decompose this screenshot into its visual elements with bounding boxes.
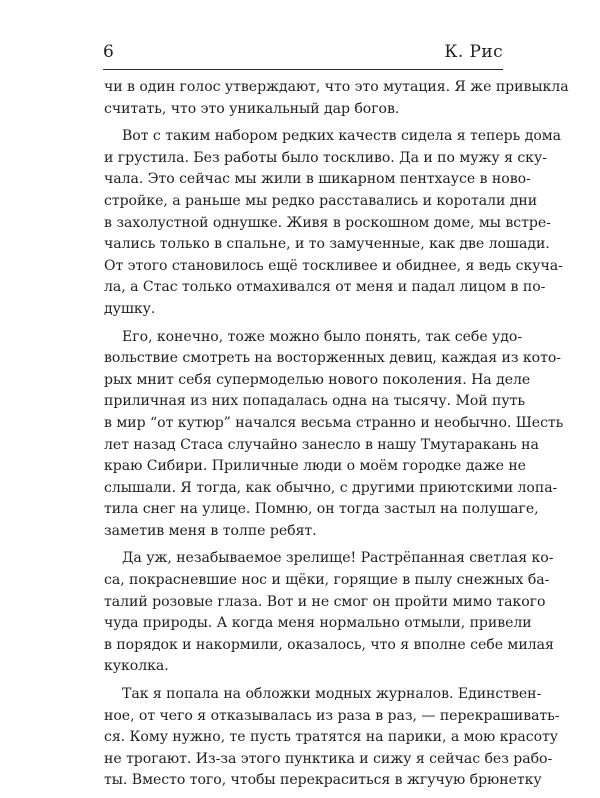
text-line: чались только в спальне, и то замученные, как две лошади. — [104, 236, 550, 253]
text-line: От этого становилось ещё тоскливее и обиднее, я ведь скуча- — [104, 257, 563, 274]
text-line: в мир “от кутюр” начался весьма странно и необычно. Шесть — [104, 414, 564, 431]
text-line: Так я попала на обложки модных журналов. Единствен- — [122, 686, 542, 703]
text-line: чуда природы. А когда меня нормально отмыли, привели — [104, 615, 532, 632]
text-line: ное, от чего я отказывалась из раза в раз, — перекрашивать- — [104, 707, 560, 724]
text-line: Вот с таким набором редких качеств сидела я теперь дома — [122, 128, 562, 145]
running-header — [103, 42, 503, 68]
text-line: в захолустной однушке. Живя в роскошном доме, мы встре- — [104, 214, 551, 231]
paragraph — [104, 684, 560, 792]
page-number: 6 — [103, 42, 114, 62]
text-line: талий розовые глаза. Вот и не смог он пройти мимо такого — [104, 593, 546, 610]
paragraph — [104, 77, 569, 120]
text-line: рых мнит себя супермоделью нового поколения. На деле — [104, 371, 531, 388]
text-line: чала. Это сейчас мы жили в шикарном пентхаусе в ново- — [104, 171, 531, 188]
body-text — [104, 77, 569, 798]
text-line: заметив меня в толпе ребят. — [104, 522, 317, 539]
text-line: не трогают. Из-за этого пунктика и сижу я сейчас без рабо- — [104, 750, 553, 767]
text-line: са, покрасневшие нос и щёки, горящие в пылу снежных ба- — [104, 572, 550, 589]
paragraph — [104, 548, 554, 678]
text-line: ла, а Стас только отмахивался от меня и падал лицом в по- — [104, 279, 546, 296]
text-line: ты. Вместо того, чтобы перекраситься в жгучую брюнетку — [104, 772, 542, 789]
paragraph — [104, 327, 564, 543]
text-line: в порядок и накормили, оказалось, что я вполне себе милая — [104, 636, 554, 653]
text-line: краю Сибири. Приличные люди о моём городке даже не — [104, 458, 526, 475]
running-author: К. Рис — [444, 42, 503, 62]
text-line: ся. Кому нужно, те пусть тратятся на парики, а мою красоту — [104, 729, 559, 746]
text-line: приличная из них попадалась одна на тысячу. Мой путь — [104, 393, 526, 410]
text-line: вольствие смотреть на восторженных девиц, каждая из кото- — [104, 350, 562, 367]
text-line: лет назад Стаса случайно занесло в нашу Тмутаракань на — [104, 436, 539, 453]
text-line: Да уж, незабываемое зрелище! Растрёпанная светлая ко- — [122, 550, 554, 567]
text-line: Его, конечно, тоже можно было понять, так себе удо- — [122, 328, 523, 345]
text-line: душку. — [104, 300, 156, 317]
text-line: слышали. Я тогда, как обычно, с другими приютскими лопа- — [104, 479, 558, 496]
text-line: куколка. — [104, 658, 169, 675]
header-rule — [103, 69, 503, 70]
text-line: тила снег на улице. Помню, он тогда застыл на полушаге, — [104, 501, 539, 518]
text-line: стройке, а раньше мы редко расставались и коротали дни — [104, 192, 538, 209]
text-line: и грустила. Без работы было тоскливо. Да и по мужу я ску- — [104, 149, 547, 166]
paragraph — [104, 126, 563, 320]
text-line: чи в один голос утверждают, что это мутация. Я же привыкла — [104, 79, 569, 95]
text-line: считать, что это уникальный дар богов. — [104, 100, 400, 117]
